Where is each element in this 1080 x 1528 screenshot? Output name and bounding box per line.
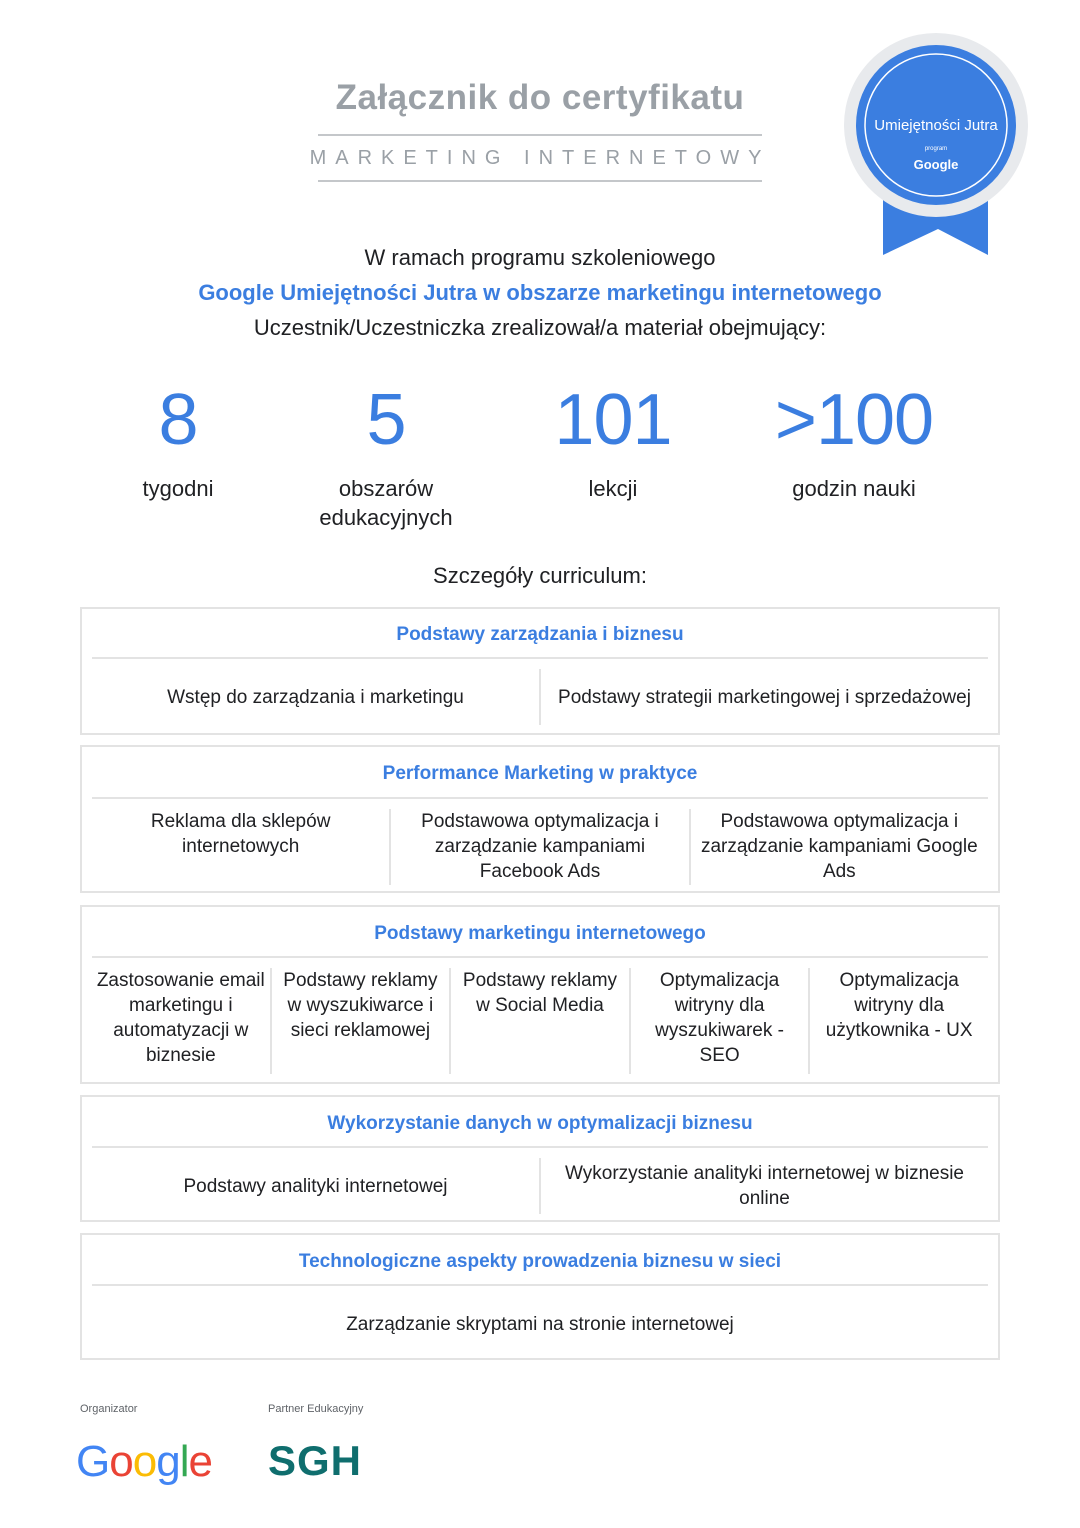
stat-value: 101 (554, 380, 672, 460)
curriculum-item: Wykorzystanie analityki internetowej w biznesie online (539, 1158, 988, 1214)
section-title: Podstawy marketingu internetowego (92, 907, 988, 958)
curriculum-item: Zastosowanie email marketingu i automatyzacji w biznesie (96, 970, 265, 1066)
stat-weeks (63, 380, 293, 503)
curriculum-item: Optymalizacja witryny dla użytkownika - UX (808, 968, 988, 1074)
intro-line-1: W ramach programu szkoleniowego (364, 245, 716, 270)
curriculum-section-management (80, 607, 1000, 735)
curriculum-item: Reklama dla sklepów internetowych (150, 811, 331, 857)
stat-value: 8 (158, 380, 198, 460)
stat-label: tygodni (142, 476, 214, 501)
stat-areas (271, 380, 501, 532)
section-title: Wykorzystanie danych w optymalizacji biznesu (92, 1097, 988, 1148)
curriculum-item: Podstawy reklamy w Social Media (449, 968, 629, 1074)
curriculum-item: Optymalizacja witryny dla wyszukiwarek - SEO (629, 968, 809, 1074)
curriculum-item: Wstęp do zarządzania i marketingu (167, 686, 464, 708)
sgh-logo: SGH (268, 1437, 363, 1484)
curriculum-item: Podstawy reklamy w wyszukiwarce i sieci reklamowej (270, 968, 450, 1074)
section-title: Performance Marketing w praktyce (92, 747, 988, 799)
curriculum-section-internet-marketing (80, 905, 1000, 1084)
stat-hours (739, 380, 969, 503)
stat-lessons (498, 380, 728, 503)
organizer-label: Organizator (80, 1403, 138, 1415)
badge-google-label: Google (913, 157, 959, 172)
curriculum-item: Podstawowa optymalizacja i zarządzanie kampaniami Facebook Ads (389, 809, 688, 885)
stat-value: >100 (774, 380, 934, 460)
program-badge (843, 33, 1033, 258)
curriculum-item: Zarządzanie skryptami na stronie internetowej (346, 1313, 734, 1335)
google-logo: Google (76, 1437, 212, 1486)
stat-label: godzin nauki (792, 476, 916, 501)
title-divider-bottom (318, 180, 762, 182)
stat-value: 5 (366, 380, 406, 460)
badge-program-label: program (924, 146, 948, 152)
title-divider-top (318, 134, 762, 136)
curriculum-section-technology (80, 1233, 1000, 1360)
stat-label: obszarów edukacyjnych (319, 476, 453, 530)
curriculum-section-data (80, 1095, 1000, 1222)
intro-line-3: Uczestnik/Uczestniczka zrealizował/a materiał obejmujący: (253, 315, 827, 340)
section-title: Technologiczne aspekty prowadzenia biznesu w sieci (92, 1235, 988, 1286)
curriculum-item: Podstawy analityki internetowej (183, 1175, 448, 1197)
partner-label: Partner Edukacyjny (268, 1403, 364, 1415)
document-subtitle: MARKETING INTERNETOWY (309, 147, 771, 169)
stat-label: lekcji (588, 476, 638, 501)
section-title: Podstawy zarządzania i biznesu (92, 609, 988, 659)
curriculum-item: Podstawy strategii marketingowej i sprzedażowej (539, 669, 988, 725)
badge-title: Umiejętności Jutra (874, 117, 998, 134)
document-title: Załącznik do certyfikatu (335, 78, 745, 117)
intro-program-name: Google Umiejętności Jutra w obszarze marketingu internetowego (198, 280, 882, 305)
curriculum-item: Podstawowa optymalizacja i zarządzanie kampaniami Google Ads (689, 809, 988, 885)
curriculum-title: Szczegóły curriculum: (433, 563, 647, 588)
curriculum-section-performance (80, 745, 1000, 893)
